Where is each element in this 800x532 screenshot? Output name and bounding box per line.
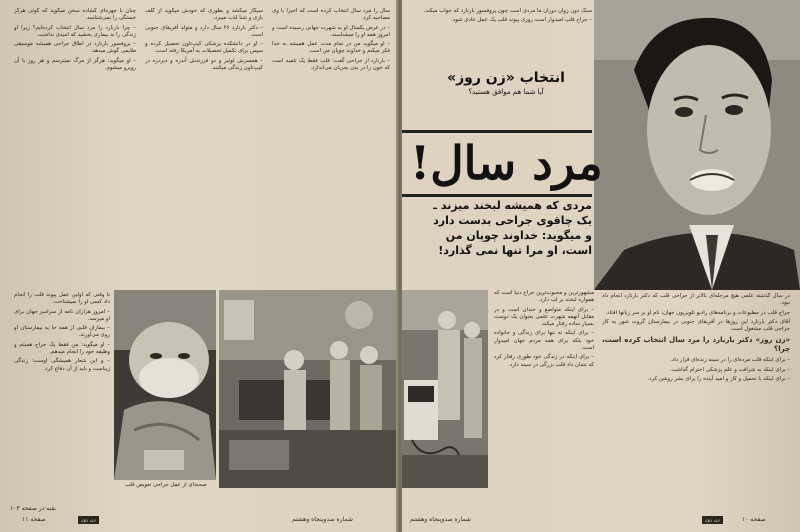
paragraph: آقای دکتر بارنارد این روزها در آفریقای جنوبی در بیمارستان گروت شور به کار جراحی قلب مشغول است. [602, 318, 790, 333]
paragraph: – برای اینکه به شرافت و علم پزشکی احترام گذاشت. [669, 366, 790, 373]
surgical-team-photo [402, 290, 488, 488]
surgeon-closeup-photo [114, 290, 216, 480]
subhead: «زن روز» دکتر بارنارد را مرد سال انتخاب کرده است، چرا؟ [602, 336, 790, 354]
page-number-left: صفحه ۱۱ [22, 516, 46, 523]
paragraph: – برای اینکه قلب مرده‌ای را در سینه زنده‌ای قرار داد. [670, 357, 790, 364]
paragraph: – برای اینکه متواضع و خندان است و در مقابل آنهمه شهرت علمی بعنوان یک دوست بسیار ساده رفتار میکند. [494, 306, 594, 328]
left-bottom-left-column [14, 292, 110, 492]
headline: مرد سال! [410, 136, 603, 190]
paragraph: – برای اینکه نه تنها برای زندگی و خانواده خود بلکه برای همه مردم جهان امیدوار است. [494, 330, 594, 352]
right-bottom-left-column [494, 290, 594, 490]
left-top-mid-column [145, 8, 263, 288]
magazine-badge-left: زن روز [78, 516, 99, 524]
paragraph: مشهورترین و محبوب‌ترین جراح دنیا است که همواره لبخند بر لب دارد. [494, 290, 594, 304]
paragraph: – بیماران قلبی از همه جا به بیمارستان او روی می‌آورند. [14, 325, 110, 339]
paragraph: – او در دانشکده پزشکی کیپ‌تاون تحصیل کرده و سپس برای تکمیل تحصیلات به آمریکا رفته است. [145, 41, 263, 55]
paragraph: – در عرض یکسال او به شهرت جهانی رسیده است و امروز همه او را میشناسند. [272, 24, 390, 38]
paragraph: – برای اینکه در زندگی خود طوری رفتار کرد که نشان داد قلب بزرگی در سینه دارد. [494, 354, 594, 368]
photo-caption: صحنه‌ای از عمل جراحی تعویض قلب [125, 482, 207, 488]
paragraph: – پروفسور بارنارد در اطاق جراحی همیشه موسیقی ملایمی گوش میدهد. [14, 41, 136, 55]
paragraph: چنان با چهره‌ای گشاده سخن میگوید که گوئی هرگز خستگی را نمی‌شناسد. [14, 8, 136, 22]
paragraph: سیگار میکشد و بطوری که خودش میگوید از گلف بازی و شنا لذت میبرد. [145, 8, 263, 22]
paragraph: در سال گذشته علمی هیچ مرحله‌ای بالاتر از جراحی قلب که دکتر بارنارد انجام داد نبود. [602, 293, 790, 307]
paragraph: – جراح قلب امیدوار است روزی پیوند قلب یک عمل عادی شود. [451, 17, 592, 24]
issue-number-right: شماره صدوپنجاه وهشتم [410, 516, 471, 523]
paragraph: جراح قلب در مطبوعات و برنامه‌های رادیو تلویزیون جهان، نام او بر سر زبانها افتاد. [605, 309, 790, 316]
intro-text: مردی که همیشه لبخند میزند ـ یک چاقوی جراحی بدست دارد و میگوید: خداوند چوپان من است، او مرا تنها نمی گذارد! [433, 199, 592, 257]
paragraph: – او میگوید من در تمام مدت عمل همیشه به خدا فکر میکنم و خداوند چوپان من است. [272, 41, 390, 55]
paragraph: – چرا بارنارد را مرد سال انتخاب کرده‌ایم؟ زیرا او زندگی را به بیماری بخشید که امیدی نداشت. [14, 24, 136, 38]
page-number-right: صفحه ۱۰ [742, 516, 766, 523]
section-title: انتخاب «زن روز» [447, 70, 565, 86]
paragraph: – برای اینکه با تحمیل و کار و امید آینده را برای بشر روشن کرد. [647, 376, 790, 383]
paragraph: – بارنارد از جراحی گفت: قلب فقط یک تلمبه است که خون را در بدن بجریان می‌اندازد. [272, 57, 390, 72]
headline-rule-bottom [402, 194, 592, 197]
magazine-badge-right: زن روز [702, 516, 723, 524]
paragraph: – دکتر بارنارد ۴۶ سال دارد و متولد آفریقای جنوبی است. [145, 24, 263, 38]
paragraph: سنگ دون زوان دوران ما مردی است چون پروفسور بارنارد که خواب میکند. [423, 8, 592, 14]
section-question: آیا شما هم موافق هستید؟ [468, 88, 544, 96]
paragraph: تا وقتی که اولین عمل پیوند قلب را انجام داد کسی او را نمیشناخت. [14, 292, 110, 306]
barnard-portrait-photo [594, 0, 800, 290]
paragraph: – و این شعار همیشگی اوست: زندگی زیباست و باید از آن دفاع کرد. [14, 358, 110, 372]
paragraph: – او میگوید: من فقط یک جراح هستم و وظیفه خود را انجام میدهم. [14, 341, 110, 356]
left-top-right-column [272, 8, 390, 208]
paragraph: سال را مرد سال انتخاب کرده است که اخیراً با وی مصاحبه کرد. [272, 8, 390, 22]
left-page [0, 0, 398, 532]
section-header [422, 70, 590, 96]
left-top-left-column [14, 8, 136, 288]
issue-number-left: شماره صدوپنجاه وهشتم [292, 516, 353, 523]
right-page [402, 0, 800, 532]
right-bottom-right-column [602, 293, 790, 493]
paragraph: – امروز هزاران نامه از سراسر جهان برای او میرسد. [14, 308, 110, 322]
operating-room-photo [219, 290, 397, 488]
right-mid-right-column [410, 8, 592, 66]
continue-note: بقیه در صفحه ۱۰۳ [10, 505, 56, 512]
paragraph: – او میگوید: هرگز از مرگ نمیترسم و هر روز با آن روبرو میشوم. [14, 57, 136, 72]
paragraph: – همسرش لوئیز و دو فرزندش آندره و دیردره در کیپ‌تاون زندگی میکنند. [145, 57, 263, 72]
